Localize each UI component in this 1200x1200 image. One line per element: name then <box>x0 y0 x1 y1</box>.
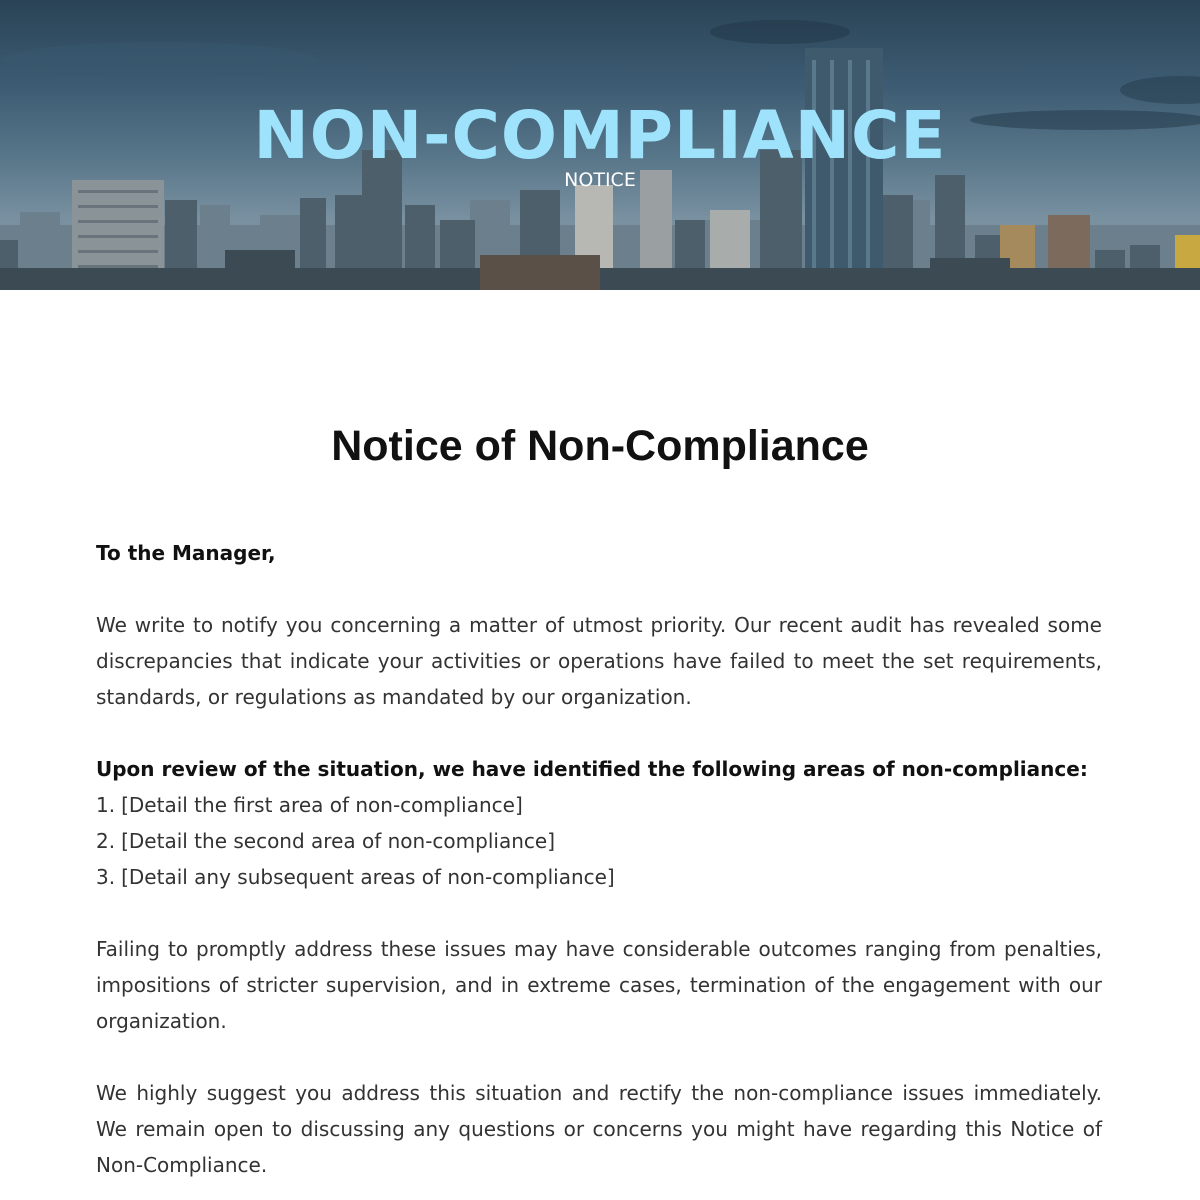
list-item <box>96 823 1102 859</box>
list-item-number: 3. <box>96 865 116 889</box>
document-body <box>96 535 1102 1200</box>
banner-subtitle: NOTICE <box>564 169 636 191</box>
consequences-paragraph: Failing to promptly address these issues may have considerable outcomes ranging from penalties, impositions of stricter supervision, and in extreme cases, termination of the engagement with our organization. <box>96 937 1102 1033</box>
banner-title: NON-COMPLIANCE <box>253 97 947 174</box>
action-paragraph: We highly suggest you address this situation and rectify the non-compliance issues immediately. We remain open to discussing any questions or concerns you might have regarding this Notice of Non-Compliance. <box>96 1081 1102 1177</box>
list-item <box>96 787 1102 823</box>
intro-paragraph: We write to notify you concerning a matter of utmost priority. Our recent audit has revealed some discrepancies that indicate your activities or operations have failed to meet the set requirements, standards, or regulations as mandated by our organization. <box>96 613 1102 709</box>
list-item-text: [Detail the second area of non-compliance] <box>121 829 555 853</box>
header-banner <box>0 0 1200 290</box>
list-item-text: [Detail any subsequent areas of non-compliance] <box>121 865 615 889</box>
list-item-text: [Detail the first area of non-compliance] <box>121 793 523 817</box>
salutation: To the Manager, <box>96 541 276 565</box>
list-item-number: 1. <box>96 793 116 817</box>
non-compliance-areas-list <box>96 787 1102 895</box>
review-lead: Upon review of the situation, we have identified the following areas of non-compliance: <box>96 757 1088 781</box>
list-item-number: 2. <box>96 829 116 853</box>
document-title: Notice of Non-Compliance <box>331 422 869 470</box>
list-item <box>96 859 1102 895</box>
